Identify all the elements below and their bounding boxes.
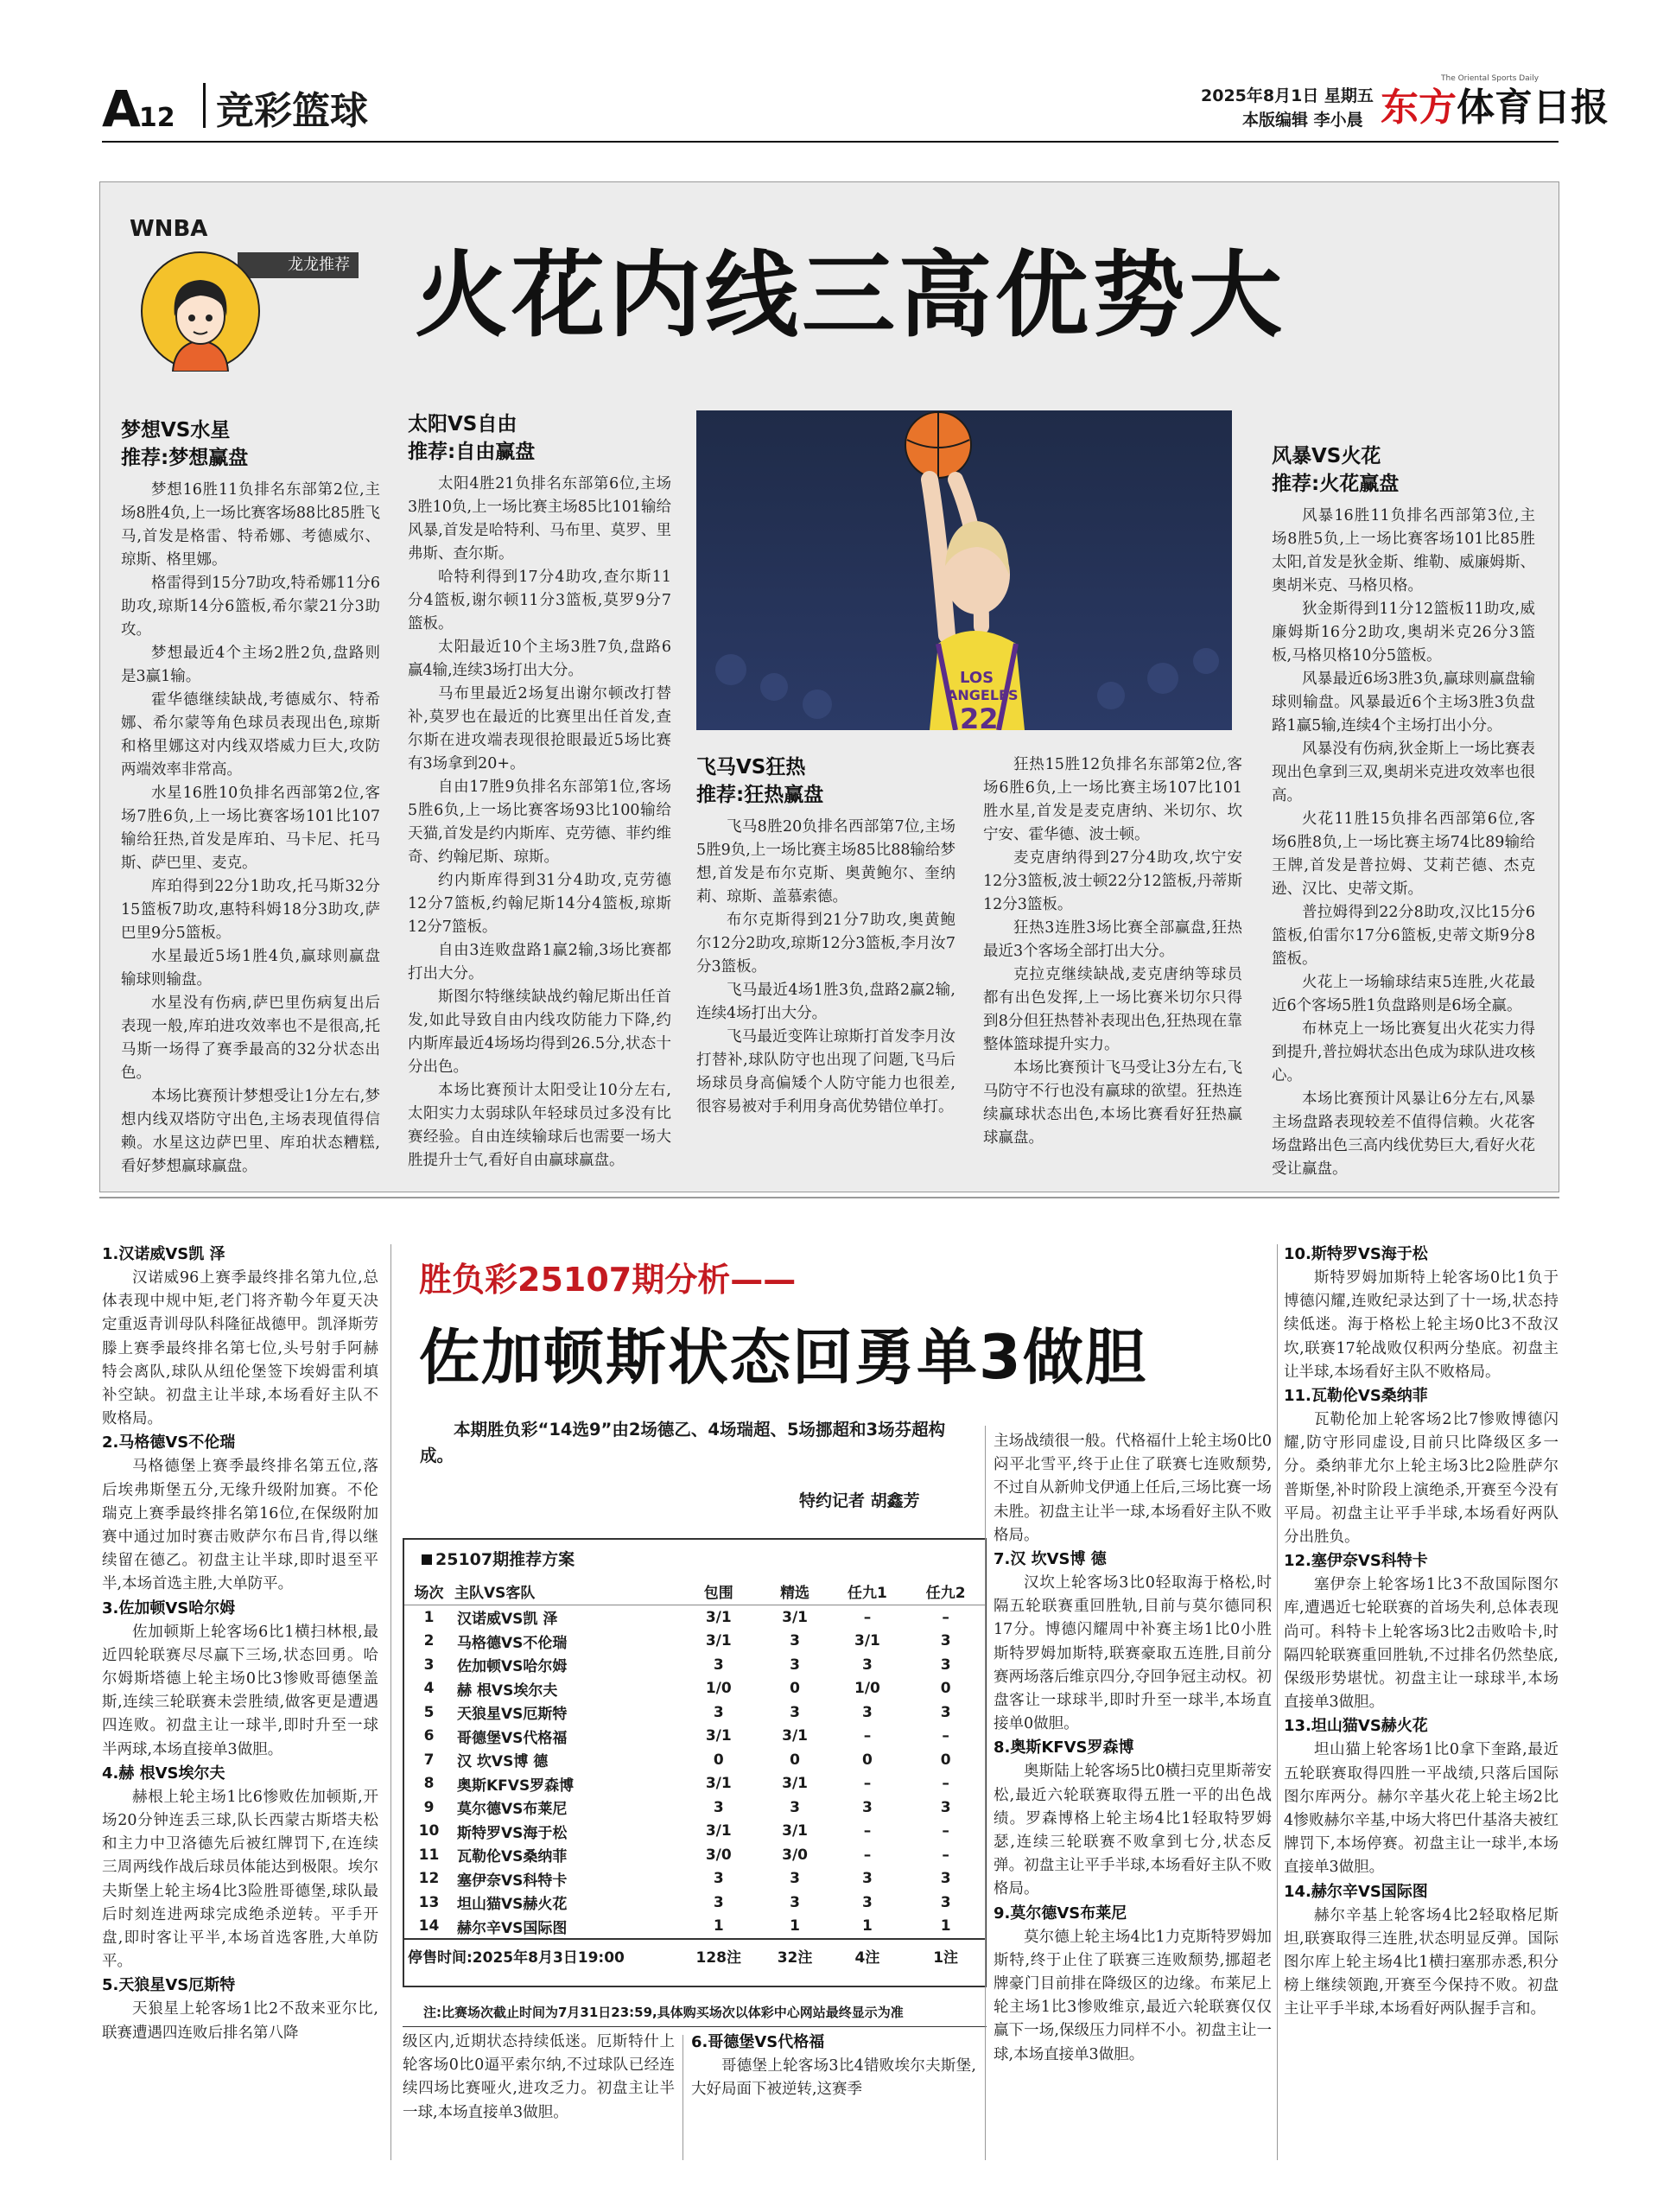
match-heading: 13.坦山猫VS赫火花 xyxy=(1284,1717,1428,1736)
paragraph: 瓦勒伦加上轮客场2比7惨败博德闪耀,防守形同虚设,目前只比降级区多一分。桑纳菲尤尔上轮主场3比2险胜萨尔普斯堡,补时阶段上演绝杀,开赛至今没有平局。初盘主让平手半球,本场看好两队分出胜负。 xyxy=(1284,1411,1559,1547)
lottery-mid-column-1 xyxy=(403,2031,675,2125)
wnba-label: WNBA xyxy=(130,216,208,242)
lottery-left-column xyxy=(102,1243,378,2045)
newspaper-logo: 东方体育日报 xyxy=(1381,86,1609,130)
article-pick: 推荐:火花赢盘 xyxy=(1272,473,1400,495)
match-heading: 6.哥德堡VS代格福 xyxy=(691,2033,825,2051)
lottery-subtitle: 胜负彩25107期分析—— xyxy=(419,1261,797,1299)
paragraph: 马布里最近2场复出谢尔顿改打替补,莫罗也在最近的比赛里出任首发,查尔斯在进攻端表现很抢眼最近5场比赛有3场拿到20+。 xyxy=(408,685,671,772)
paragraph: 约内斯库得到31分4助攻,克劳德12分7篮板,约翰尼斯14分4篮板,琼斯12分7篮板。 xyxy=(408,872,671,936)
match-heading: 8.奥斯KFVS罗森博 xyxy=(994,1738,1134,1758)
paragraph: 飞马8胜20负排名西部第7位,主场5胜9负,上一场比赛主场85比88输给梦想,首发是布尔克斯、奥黄鲍尔、奎纳莉、琼斯、盖慕索德。 xyxy=(696,818,955,906)
paragraph: 水星没有伤病,萨巴里伤病复出后表现一般,库珀进攻效率也不是很高,托马斯一场得了赛季最高的32分状态出色。 xyxy=(121,995,380,1082)
table-row: 3 佐加顿VS哈尔姆 3 3 3 3 xyxy=(423,1656,951,1676)
recommender-tag: 龙龙推荐 xyxy=(238,252,359,278)
paragraph: 火花上一场输球结束5连胜,火花最近6个客场5胜1负盘路则是6场全赢。 xyxy=(1272,974,1535,1014)
table-row: 12 塞伊奈VS科特卡 3 3 3 3 xyxy=(418,1870,951,1890)
lottery-mid-column-3 xyxy=(994,1430,1272,2067)
paragraph: 奥斯陆上轮客场5比0横扫克里斯蒂安松,最近六轮联赛取得五胜一平的出色战绩。罗森博格上轮主场4比1轻取特罗姆瑟,连续三轮联赛不败拿到七分,状态反弹。初盘主让平手半球,本场看好主队不败格局。 xyxy=(994,1763,1272,1898)
recommendation-table xyxy=(404,1577,985,1971)
column-header: 主队VS客队 xyxy=(454,1577,676,1605)
article-pick: 推荐:狂热赢盘 xyxy=(696,784,824,806)
column-header: 任九1 xyxy=(828,1577,907,1605)
article-title: 梦想VS水星 xyxy=(121,419,231,442)
header-rule xyxy=(102,141,1559,143)
paragraph: 霍华德继续缺战,考德威尔、特希娜、希尔蒙等角色球员表现出色,琼斯和格里娜这对内线双塔威力巨大,攻防两端效率非常高。 xyxy=(121,691,380,779)
byline: 特约记者 胡鑫芳 xyxy=(799,1491,920,1510)
svg-text:LOS: LOS xyxy=(960,669,994,687)
match-heading: 5.天狼星VS厄斯特 xyxy=(102,1976,236,1995)
article-title: 飞马VS狂热 xyxy=(696,756,806,779)
paragraph: 太阳最近10个主场3胜7负,盘路6赢4输,连续3场打出大分。 xyxy=(408,639,671,679)
table-note: 注:比赛场次截止时间为7月31日23:59,具体购买场次以体彩中心网站最终显示为准 xyxy=(423,2005,904,2020)
match-heading: 7.汉 坎VS博 德 xyxy=(994,1550,1107,1569)
article-pick: 推荐:梦想赢盘 xyxy=(121,447,249,469)
paragraph: 汉坎上轮客场3比0轻取海于格松,时隔五轮联赛重回胜轨,目前与莫尔德同积17分。博德闪耀周中补赛主场1比0小胜斯特罗姆加斯特,联赛豪取五连胜,目前分赛两场落后维京四分,夺回争冠主动权。初盘客让一球球半,即时升至一球半,本场直接单0做胆。 xyxy=(994,1574,1272,1733)
paragraph: 狂热15胜12负排名东部第2位,客场6胜6负,上一场比赛主场107比101胜水星,首发是麦克唐纳、米切尔、坎宁安、霍华德、波士顿。 xyxy=(983,756,1242,843)
paragraph: 飞马最近4场1胜3负,盘路2赢2输,连续4场打出大分。 xyxy=(696,982,955,1022)
paragraph: 自由17胜9负排名东部第1位,客场5胜6负,上一场比赛客场93比100输给天猫,首发是约内斯库、克劳德、菲约维奇、约翰尼斯、琼斯。 xyxy=(408,779,671,866)
paragraph: 本场比赛预计风暴让6分左右,风暴主场盘路表现较差不值得信赖。火花客场盘路出色三高内线优势巨大,看好火花受让赢盘。 xyxy=(1272,1090,1535,1178)
table-row: 11 瓦勒伦VS桑纳菲 3/0 3/0 – – xyxy=(418,1846,949,1866)
paragraph: 麦克唐纳得到27分4助攻,坎宁安12分3篮板,波士顿22分12篮板,丹蒂斯12分3篮板。 xyxy=(983,849,1242,913)
article-sparks-fever-col1 xyxy=(696,753,955,1119)
column-header: 精选 xyxy=(762,1577,828,1605)
match-heading: 1.汉诺威VS凯 泽 xyxy=(102,1245,225,1263)
match-heading: 2.马格德VS不伦瑞 xyxy=(102,1433,236,1452)
columnist-avatar xyxy=(140,251,261,372)
paragraph: 哈特利得到17分4助攻,查尔斯11分4篮板,谢尔顿11分3篮板,莫罗9分7篮板。 xyxy=(408,569,671,632)
match-heading: 14.赫尔辛VS国际图 xyxy=(1284,1882,1428,1901)
paragraph: 赫根上轮主场1比6惨败佐加顿斯,开场20分钟连丢三球,队长西蒙古斯塔夫松和主力中卫洛德先后被红牌罚下,在连续三周两线作战后球员体能达到极限。埃尔夫斯堡上轮主场4比3险胜哥德堡,球队最后时刻连进两球完成绝杀逆转。平手开盘,即时客让平半,本场首选客胜,大单防平。 xyxy=(102,1788,378,1971)
lottery-lead: 本期胜负彩“14选9”由2场德乙、4场瑞超、5场挪超和3场芬超构成。 xyxy=(420,1420,946,1465)
paragraph: 普拉姆得到22分8助攻,汉比15分6篮板,伯雷尔17分6篮板,史蒂文斯9分8篮板。 xyxy=(1272,904,1535,968)
paragraph: 莫尔德上轮主场4比1力克斯特罗姆加斯特,终于止住了联赛三连败颓势,挪超老牌豪门目前排在降级区的边缘。布莱尼上轮主场1比3惨败维京,最近六轮联赛仅仅赢下一场,保级压力同样不小。初盘主让一球,本场直接单3做胆。 xyxy=(994,1928,1272,2063)
paragraph: 火花11胜15负排名西部第6位,客场6胜8负,上一场比赛主场74比89输给王牌,首发是普拉姆、艾莉芒德、杰克逊、汉比、史蒂文斯。 xyxy=(1272,810,1535,898)
paragraph: 主场战绩很一般。代格福什上轮主场0比0闷平北雪平,终于止住了联赛七连败颓势,不过自从新帅戈伊通上任后,三场比赛一场未胜。初盘主让半一球,本场看好主队不败格局。 xyxy=(994,1433,1272,1544)
paragraph: 本场比赛预计梦想受让1分左右,梦想内线双塔防守出色,主场表现值得信赖。水星这边萨巴里、库珀状态糟糕,看好梦想赢球赢盘。 xyxy=(121,1088,380,1175)
paragraph: 布林克上一场比赛复出火花实力得到提升,普拉姆状态出色成为球队进攻核心。 xyxy=(1272,1020,1535,1084)
table-row: 9 莫尔德VS布莱尼 3 3 3 3 xyxy=(423,1798,951,1819)
lottery-right-column xyxy=(1284,1243,1559,2022)
paragraph: 佐加顿斯上轮客场6比1横扫林根,最近四轮联赛尽尽赢下三场,状态回勇。哈尔姆斯塔德上轮主场0比3惨败哥德堡盖斯,连续三轮联赛未尝胜绩,做客更是遭遇四连败。初盘主让一球半,即时升至一球半两球,本场直接单3做胆。 xyxy=(102,1623,378,1758)
paragraph: 水星16胜10负排名西部第2位,客场7胜6负,上一场比赛客场101比107输给狂热,首发是库珀、马卡尼、托马斯、萨巴里、麦克。 xyxy=(121,785,380,872)
paragraph: 梦想最近4个主场2胜2负,盘路则是3赢1输。 xyxy=(121,645,380,685)
table-row: 4 赫 根VS埃尔夫 1/0 0 1/0 0 xyxy=(423,1680,951,1700)
paragraph: 飞马最近变阵让琼斯打首发李月汝打替补,球队防守也出现了问题,飞马后场球员身高偏矮个人防守能力也很差,很容易被对手利用身高优势错位单打。 xyxy=(696,1028,955,1116)
paragraph: 狄金斯得到11分12篮板11助攻,威廉姆斯16分2助攻,奥胡米克26分3篮板,马格贝格10分5篮板。 xyxy=(1272,601,1535,664)
article-sparks-fever-col2 xyxy=(983,753,1242,1150)
bet-count: 32注 xyxy=(762,1939,828,1971)
lottery-headline: 佐加顿斯状态回勇单3做胆 xyxy=(419,1322,1147,1393)
column-rule xyxy=(1277,1244,1278,2160)
paragraph: 斯图尔特继续缺战约翰尼斯出任首发,如此导致自由内线攻防能力下降,约内斯库最近4场场均得到26.5分,状态十分出色。 xyxy=(408,988,671,1076)
match-heading: 10.斯特罗VS海于松 xyxy=(1284,1245,1428,1263)
match-heading: 3.佐加顿VS哈尔姆 xyxy=(102,1599,236,1618)
lottery-mid-column-2 xyxy=(691,2031,976,2101)
player-photo xyxy=(696,410,1232,730)
table-row: 5 天狼星VS厄斯特 3 3 3 3 xyxy=(423,1703,951,1724)
paragraph: 级区内,近期状态持续低迷。厄斯特什上轮客场0比0逼平索尔纳,不过球队已经连续四场比赛哑火,进攻乏力。初盘主让半一球,本场直接单3做胆。 xyxy=(403,2033,675,2121)
paragraph: 狂热3连胜3场比赛全部赢盘,狂热最近3个客场全部打出大分。 xyxy=(983,919,1242,960)
paragraph: 布尔克斯得到21分7助攻,奥黄鲍尔12分2助攻,琼斯12分3篮板,李月汝7分3篮板。 xyxy=(696,912,955,976)
paragraph: 太阳4胜21负排名东部第6位,主场3胜10负,上一场比赛主场85比101输给风暴,首发是哈特利、马布里、莫罗、里弗斯、查尔斯。 xyxy=(408,475,671,563)
bet-count: 128注 xyxy=(676,1939,762,1971)
column-rule xyxy=(985,1426,986,2160)
match-heading: 4.赫 根VS埃尔夫 xyxy=(102,1764,225,1783)
table-footer-row xyxy=(404,1939,985,1971)
match-heading: 9.莫尔德VS布莱尼 xyxy=(994,1904,1127,1923)
paragraph: 格雷得到15分7助攻,特希娜11分6助攻,琼斯14分6篮板,希尔蒙21分3助攻。 xyxy=(121,575,380,639)
note-rule xyxy=(403,2026,987,2027)
article-title: 太阳VS自由 xyxy=(408,413,517,435)
table-row: 14 赫尔辛VS国际图 1 1 1 1 xyxy=(418,1917,951,1937)
paragraph: 自由3连败盘路1赢2输,3场比赛都打出大分。 xyxy=(408,942,671,982)
column-rule xyxy=(390,1244,391,2160)
table-row: 8 奥斯KFVS罗森博 3/1 3/1 – – xyxy=(423,1775,949,1795)
paragraph: 克拉克继续缺战,麦克唐纳等球员都有出色发挥,上一场比赛米切尔只得到8分但狂热替补表现出色,狂热现在靠整体篮球提升实力。 xyxy=(983,966,1242,1053)
page-number: A12 xyxy=(102,79,175,138)
svg-text:ANGELES: ANGELES xyxy=(947,687,1019,703)
paragraph: 坦山猫上轮客场1比0拿下奎路,最近五轮联赛取得四胜一平战绩,只落后国际图尔库两分。赫尔辛基火花上轮主场2比4惨败赫尔辛基,中场大将巴什基洛夫被红牌罚下,本场停赛。初盘主让一球半,本场直接单3做胆。 xyxy=(1284,1741,1559,1877)
header-divider xyxy=(203,83,206,128)
table-row: 10 斯特罗VS海于松 3/1 3/1 – – xyxy=(418,1822,949,1842)
article-pick: 推荐:自由赢盘 xyxy=(408,441,536,463)
page-editor: 本版编辑 李小晨 xyxy=(1242,111,1363,130)
paragraph: 汉诺威96上赛季最终排名第九位,总体表现中规中矩,老门将齐勒今年夏天决定重返青训母队科隆征战德甲。凯泽斯劳滕上赛季最终排名第七位,头号射手阿赫特会离队,球队从纽伦堡签下埃姆雷利填补空缺。初盘主让半球,本场看好主队不败格局。 xyxy=(102,1269,378,1428)
bet-count: 4注 xyxy=(828,1939,907,1971)
section-divider xyxy=(99,1197,1559,1198)
table-row: 2 马格德VS不伦瑞 3/1 3 3/1 3 xyxy=(423,1632,951,1652)
match-heading: 11.瓦勒伦VS桑纳菲 xyxy=(1284,1387,1428,1406)
wnba-headline: 火花内线三高优势大 xyxy=(415,242,1286,350)
article-sun-liberty xyxy=(408,410,671,1173)
paragraph: 水星最近5场1胜4负,赢球则赢盘输球则输盘。 xyxy=(121,948,380,988)
match-heading: 12.塞伊奈VS科特卡 xyxy=(1284,1552,1428,1571)
paragraph: 塞伊奈上轮客场1比3不敌国际图尔库,遭遇近七轮联赛的首场失利,总体表现尚可。科特卡上轮客场3比2击败哈卡,时隔四轮联赛重回胜轨,不过排名仍然垫底,保级形势堪忧。初盘主让一球球半,本场直接单3做胆。 xyxy=(1284,1576,1559,1712)
paragraph: 赫尔辛基上轮客场4比2轻取格尼斯坦,联赛取得三连胜,状态明显反弹。国际图尔库上轮主场4比1横扫塞那赤悉,积分榜上继续领跑,开赛至今保持不败。初盘主让平手半球,本场看好两队握手言和。 xyxy=(1284,1906,1559,2018)
paragraph: 本场比赛预计飞马受让3分左右,飞马防守不行也没有赢球的欲望。狂热连续赢球状态出色,本场比赛看好狂热赢球赢盘。 xyxy=(983,1059,1242,1147)
table-row: 13 坦山猫VS赫火花 3 3 3 3 xyxy=(418,1893,951,1914)
logo-english: The Oriental Sports Daily xyxy=(1441,74,1540,83)
paragraph: 风暴16胜11负排名西部第3位,主场8胜5负,上一场比赛客场101比85胜太阳,首发是狄金斯、维勒、威廉姆斯、奥胡米克、马格贝格。 xyxy=(1272,507,1535,594)
sale-cutoff: 停售时间:2025年8月3日19:00 xyxy=(404,1939,676,1971)
table-title: 25107期推荐方案 xyxy=(422,1547,575,1570)
column-header: 包围 xyxy=(676,1577,762,1605)
article-storm-sparks xyxy=(1272,442,1535,1181)
paragraph: 马格德堡上赛季最终排名第五位,落后埃弗斯堡五分,无缘升级附加赛。不伦瑞克上赛季最终排名第16位,在保级附加赛中通过加时赛击败萨尔布吕肯,得以继续留在德乙。初盘主让半球,即时退至平半,本场首选主胜,大单防平。 xyxy=(102,1458,378,1593)
paragraph: 哥德堡上轮客场3比4错败埃尔夫斯堡,大好局面下被逆转,这赛季 xyxy=(691,2057,976,2099)
section-title: 竞彩篮球 xyxy=(216,89,368,133)
table-row: 1 汉诺威VS凯 泽 3/1 3/1 – – xyxy=(423,1608,949,1629)
table-row: 6 哥德堡VS代格福 3/1 3/1 – – xyxy=(423,1727,949,1747)
paragraph: 库珀得到22分1助攻,托马斯32分15篮板7助攻,惠特科姆18分3助攻,萨巴里9分5篮板。 xyxy=(121,878,380,942)
column-rule xyxy=(682,2035,683,2160)
article-dream-mercury xyxy=(121,416,380,1179)
column-header: 场次 xyxy=(404,1577,454,1605)
issue-date: 2025年8月1日 星期五 xyxy=(1201,86,1374,105)
table-row: 7 汉 坎VS博 德 0 0 0 0 xyxy=(423,1751,951,1771)
paragraph: 风暴没有伤病,狄金斯上一场比赛表现出色拿到三双,奥胡米克进攻效率也很高。 xyxy=(1272,741,1535,804)
svg-text:22: 22 xyxy=(960,702,999,730)
paragraph: 斯特罗姆加斯特上轮客场0比1负于博德闪耀,连败纪录达到了十一场,状态持续低迷。海于格松上轮主场0比3不敌汉坎,联赛17轮战败仅积两分垫底。初盘主让半球,本场看好主队不败格局。 xyxy=(1284,1269,1559,1381)
paragraph: 梦想16胜11负排名东部第2位,主场8胜4负,上一场比赛客场88比85胜飞马,首发是格雷、特希娜、考德威尔、琼斯、格里娜。 xyxy=(121,481,380,569)
paragraph: 天狼星上轮客场1比2不敌来亚尔比,联赛遭遇四连败后排名第八降 xyxy=(102,2000,378,2042)
bet-count: 1注 xyxy=(906,1939,985,1971)
article-title: 风暴VS火花 xyxy=(1272,445,1381,467)
column-header: 任九2 xyxy=(906,1577,985,1605)
paragraph: 本场比赛预计太阳受让10分左右,太阳实力太弱球队年轻球员过多没有比赛经验。自由连续输球后也需要一场大胜提升士气,看好自由赢球赢盘。 xyxy=(408,1082,671,1169)
paragraph: 风暴最近6场3胜3负,赢球则赢盘输球则输盘。风暴最近6个主场3胜3负盘路1赢5输,连续4个主场打出小分。 xyxy=(1272,671,1535,734)
